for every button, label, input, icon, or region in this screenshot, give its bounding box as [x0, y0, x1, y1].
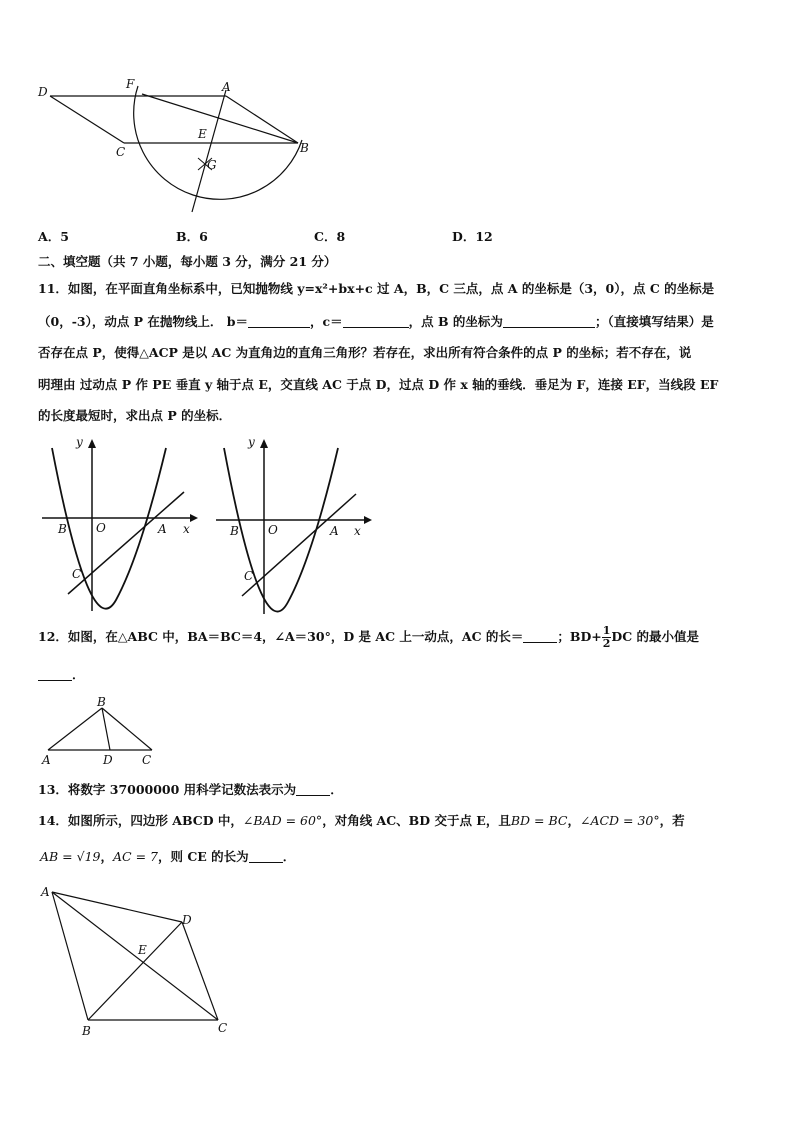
option-c[interactable]: C．8 — [314, 229, 346, 244]
q11-graph-1 — [40, 436, 200, 616]
label-F: F — [126, 77, 135, 91]
q12-text-a: 12．如图，在△ABC 中，BA＝BC＝4，∠A＝30°，D 是 AC 上一动点，AC 的长＝ — [38, 629, 524, 644]
quad-E: E — [138, 943, 147, 957]
answer-blank-point-b[interactable] — [503, 315, 595, 328]
math-bd-bc: BD = BC — [510, 813, 568, 828]
q11-graph-2 — [214, 436, 374, 616]
q11-line2 — [38, 315, 714, 329]
answer-blank-b[interactable] — [248, 315, 310, 328]
fraction-half: $\frac{1}{2}$ — [602, 624, 611, 650]
q11-line3: 否存在点 P，使得△ACP 是以 AC 为直角边的直角三角形？若存在，求出所有符合条件的点 P 的坐标；若不存在，说 — [38, 345, 692, 360]
q12-line1 — [38, 624, 699, 650]
label-B: B — [300, 141, 309, 155]
q11-line5: 的长度最短时，求出点 P 的坐标． — [38, 408, 232, 423]
math-angle-acd: ∠ACD = 30° — [579, 813, 660, 828]
q14-line2: AB = √19，AC = 7，则 CE 的长为 ． — [40, 849, 296, 864]
option-b[interactable]: B．6 — [176, 229, 208, 244]
graph1-y: y — [76, 436, 83, 449]
answer-blank-ac[interactable] — [523, 630, 557, 643]
graph2-B: B — [230, 524, 239, 538]
q11-text-b: （0，-3），动点 P 在抛物线上． b＝ — [38, 314, 249, 329]
q14-line1: 14．如图所示，四边形 ABCD 中，∠BAD = 60°，对角线 AC、BD 交于点 E，且BD = BC，∠ACD = 30°，若 — [38, 813, 685, 828]
graph1-A: A — [158, 522, 167, 536]
graph2-y: y — [248, 436, 255, 449]
math-angle-bad: ∠BAD = 60° — [242, 813, 323, 828]
q12-text-bd: ；BD+ — [557, 629, 602, 644]
q13-line: 13．将数字 37000000 用科学记数法表示为 ． — [38, 782, 343, 797]
graph2-C: C — [244, 569, 254, 583]
tri-B: B — [97, 695, 106, 709]
quad-D: D — [182, 913, 192, 927]
answer-blank-min[interactable] — [38, 668, 72, 681]
q11-text-point-b: ，点 B 的坐标为 — [408, 314, 503, 329]
option-d[interactable]: D．12 — [452, 229, 493, 244]
graph1-B: B — [58, 522, 67, 536]
quad-C: C — [218, 1021, 228, 1035]
section-heading: 二、填空题（共 7 小题，每小题 3 分，满分 21 分） — [38, 254, 337, 269]
q14-quadrilateral — [36, 880, 236, 1040]
graph2-O: O — [268, 523, 278, 537]
graph2-x: x — [354, 524, 361, 538]
tri-D: D — [103, 753, 113, 767]
q11-text-tail: ；（直接填写结果）是 — [594, 314, 714, 329]
graph1-C: C — [72, 567, 82, 581]
quad-B: B — [82, 1024, 91, 1038]
q12-triangle — [36, 694, 160, 768]
label-C: C — [116, 145, 126, 159]
label-A: A — [222, 80, 231, 94]
q12-line2: ． — [38, 668, 85, 682]
math-ac: AC = 7 — [113, 849, 158, 864]
label-D: D — [38, 85, 48, 99]
math-ab: AB = √19 — [40, 849, 101, 864]
answer-blank-c[interactable] — [343, 315, 409, 328]
graph1-x: x — [183, 522, 190, 536]
label-E: E — [198, 127, 207, 141]
tri-A: A — [42, 753, 51, 767]
option-a[interactable]: A．5 — [38, 229, 69, 244]
answer-blank-q14[interactable] — [249, 850, 283, 863]
q11-line4: 明理由 过动点 P 作 PE 垂直 y 轴于点 E，交直线 AC 于点 D，过点 D 作 x 轴的垂线．垂足为 F，连接 EF，当线段 EF — [38, 377, 719, 392]
label-G: G — [207, 158, 217, 172]
figure-q10 — [30, 72, 320, 222]
q11-line1: 11．如图，在平面直角坐标系中，已知抛物线 y=x²+bx+c 过 A，B，C 三点，点 A 的坐标是（3，0），点 C 的坐标是 — [38, 281, 715, 296]
q12-text-c: DC 的最小值是 — [611, 629, 700, 644]
graph1-O: O — [96, 521, 106, 535]
tri-C: C — [142, 753, 152, 767]
answer-blank-q13[interactable] — [296, 783, 330, 796]
graph2-A: A — [330, 524, 339, 538]
quad-A: A — [41, 885, 50, 899]
q11-text-c: ，c＝ — [310, 314, 343, 329]
